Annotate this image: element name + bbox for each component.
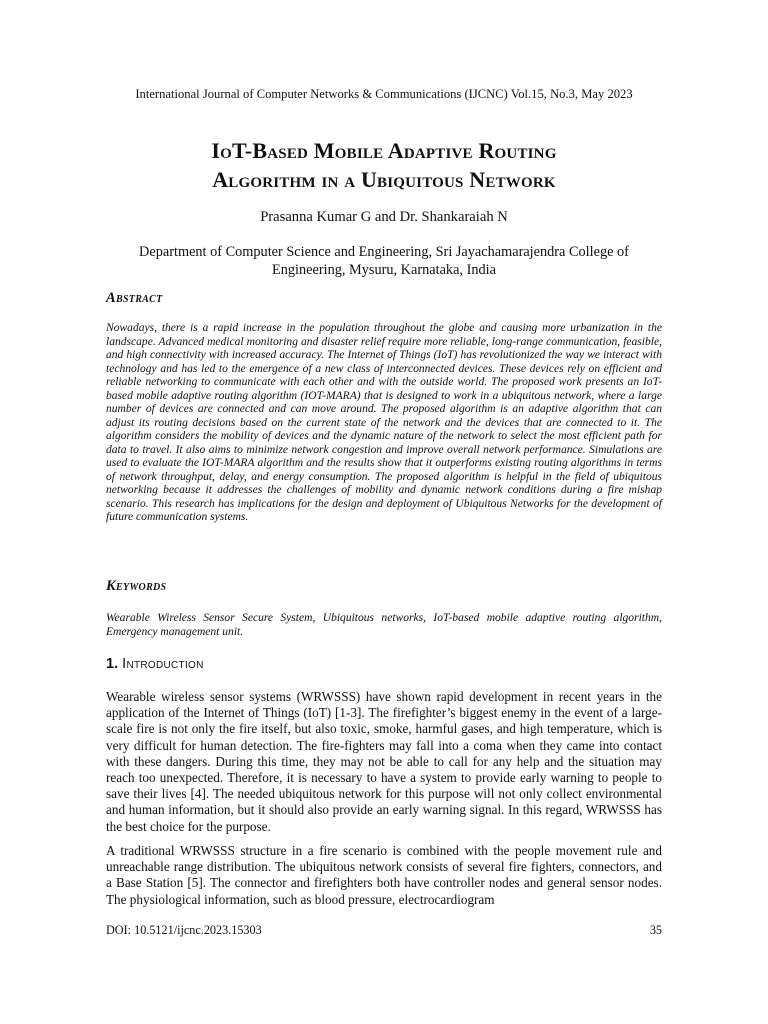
section-title: Introduction [122,656,204,672]
abstract-heading: Abstract [106,290,163,306]
section-number: 1. [106,656,119,672]
affiliation-line-1: Department of Computer Science and Engineering, Sri Jayachamarajendra College of [139,244,629,260]
paper-title [0,136,768,194]
affiliation-line-2: Engineering, Mysuru, Karnataka, India [272,262,496,278]
journal-header: International Journal of Computer Networks & Communications (IJCNC) Vol.15, No.3, May 2023 [135,87,633,101]
introduction-paragraph-2: A traditional WRWSSS structure in a fire scenario is combined with the people movement rule and unreachable range distribution. The ubiquitous network consists of several fire fighters, connectors, and a Base Station [5]. The connector and firefighters both have controller nodes and general sensor nodes. The physiological information, such as blood pressure, electrocardiogram [106,843,662,907]
doi-footer: DOI: 10.5121/ijcnc.2023.15303 [106,923,262,937]
introduction-paragraph-1: Wearable wireless sensor systems (WRWSSS) have shown rapid development in recent years in the application of the Internet of Things (IoT) [1-3]. The firefighter’s biggest enemy in the event of a large-scale fire is not only the fire itself, but also toxic, smoke, harmful gases, and high temperature, which is very difficult for human detection. The fire-fighters may fall into a coma when they came into contact with these dangers. During this time, they may not be able to call for any help and the situation may reach too unexpected. Therefore, it is necessary to have a system to provide early warning to people to save their lives [4]. The needed ubiquitous network for this purpose will not only collect environmental and human information, but it should also provide an early warning signal. In this regard, WRWSSS has the best choice for the purpose. [106,689,662,834]
page-number: 35 [649,923,662,937]
title-line-2: Algorithm in a Ubiquitous Network [212,167,556,192]
keywords-body: Wearable Wireless Sensor Secure System, Ubiquitous networks, IoT-based mobile adaptive routing algorithm, Emergency management unit. [106,612,662,638]
introduction-heading [106,656,204,672]
abstract-body: Nowadays, there is a rapid increase in the population throughout the globe and causing more urbanization in the landscape. Advanced medical monitoring and disaster relief require more reliable, long-range communication, feasible, and high connectivity with increased accuracy. The Internet of Things (IoT) has revolutionized the way we interact with technology and has led to the emergence of a new class of interconnected devices. These devices rely on efficient and reliable networking to communicate with each other and with the outside world. The proposed work presents an IoT-based mobile adaptive routing algorithm (IOT-MARA) that is designed to work in a ubiquitous network, where a large number of devices are connected and can move around. The proposed algorithm is an adaptive algorithm that can adjust its routing decisions based on the current state of the network and the devices that are connected to it. The algorithm considers the mobility of devices and the dynamic nature of the network to select the most efficient path for data to travel. It also aims to minimize network congestion and improve overall network performance. Simulations are used to evaluate the IOT-MARA algorithm and the results show that it outperforms existing routing algorithms in terms of network throughput, delay, and energy consumption. The proposed algorithm is helpful in the field of ubiquitous networking because it addresses the challenges of mobility and dynamic network conditions during a fire mishap scenario. This research has implications for the design and deployment of Ubiquitous Networks for the development of future communication systems. [106,322,662,523]
keywords-heading: Keywords [106,578,167,594]
title-line-1: IoT-Based Mobile Adaptive Routing [211,138,557,163]
affiliation [100,243,668,279]
author-list: Prasanna Kumar G and Dr. Shankaraiah N [260,209,508,225]
